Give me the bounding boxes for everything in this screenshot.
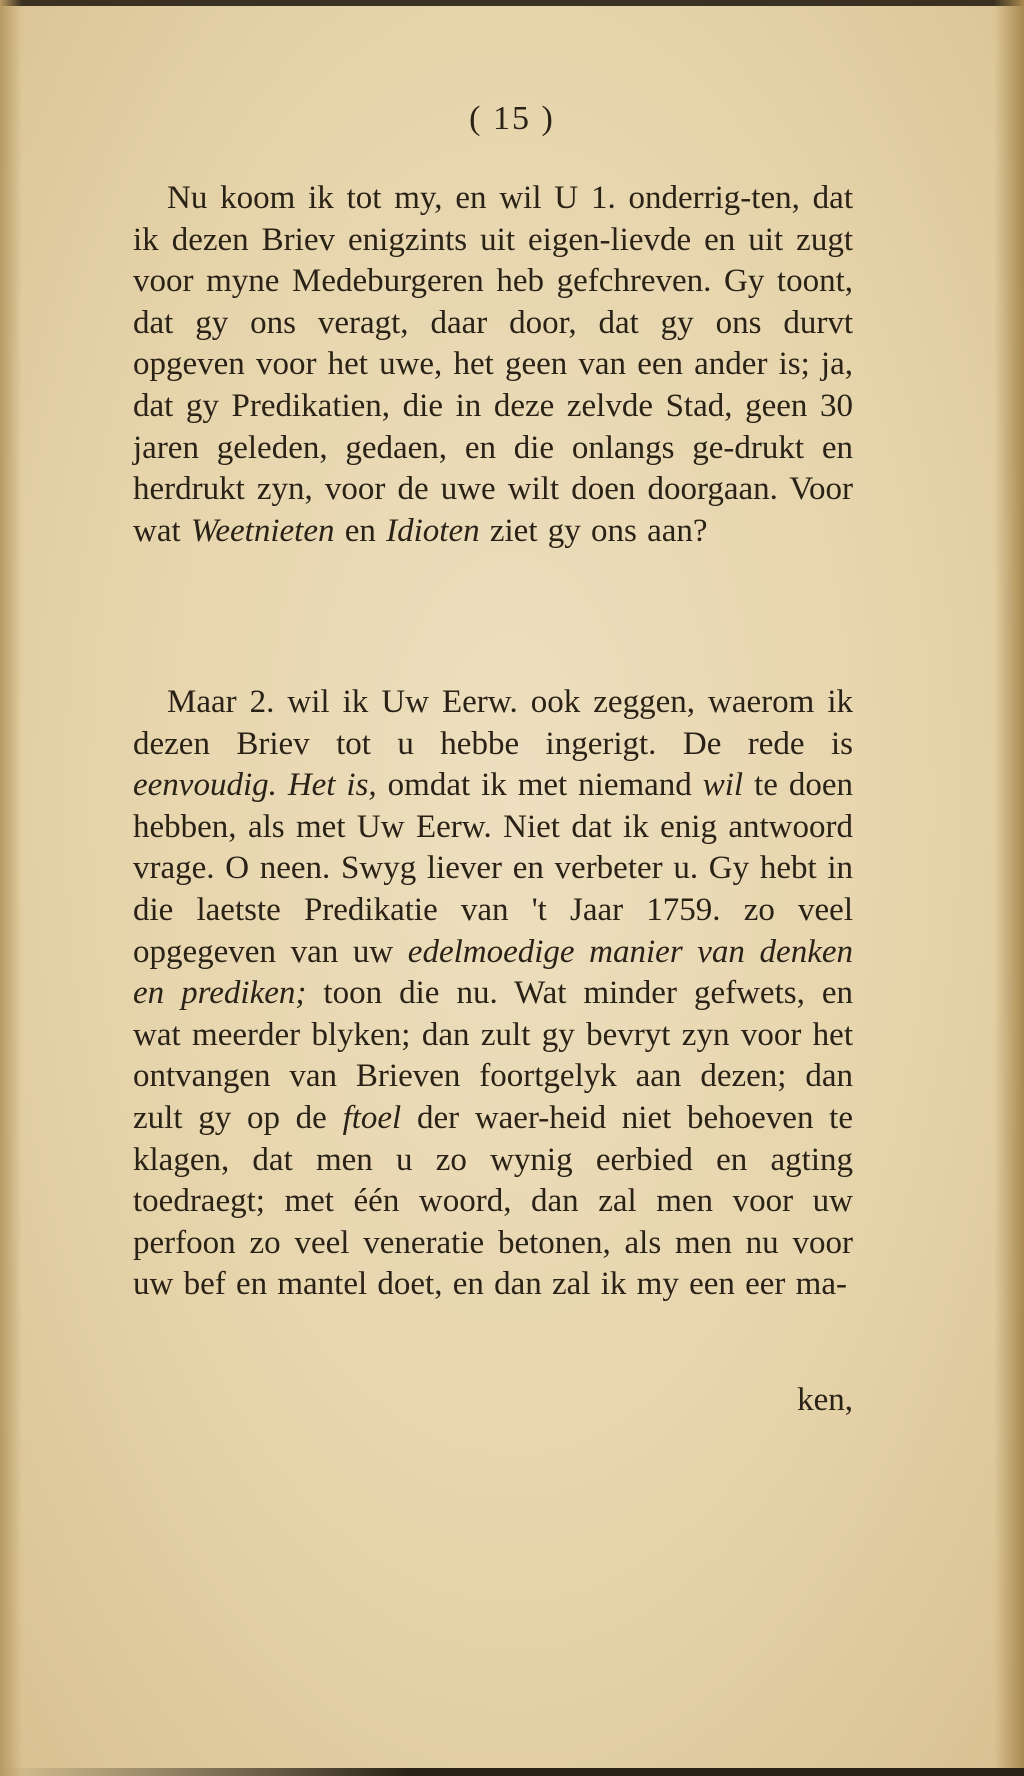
paragraph-1-run-0: Nu koom ik tot my, en wil U 1. onderrig-ten, dat ik dezen Briev enigzints uit eigen-lievde en uit zugt voor myne Medeburgeren heb gefchreven. Gy toont, dat gy ons veragt, daar door, dat gy ons durvt opgeven voor het uwe, het geen van een ander is; ja, dat gy Predikatien, die in deze zelvde Stad, geen 30 jaren geleden, gedaen, en die onlangs ge-drukt en herdrukt zyn, voor de uwe wilt doen doorgaan. Voor wat <box>133 180 853 549</box>
paragraph-1-run-1: Weetnieten <box>190 512 335 549</box>
paragraph-2-run-8: der waer-heid niet behoeven te klagen, dat men u zo wynig eerbied en agting toedraegt; met één woord, dan zal men voor uw perfoon zo veel veneratie betonen, als men nu voor uw bef en mantel doet, en dan zal ik my een eer ma- <box>133 1099 853 1303</box>
paragraph-2-block <box>133 682 853 1306</box>
paragraph-2-run-1: eenvoudig. Het is, <box>133 767 377 804</box>
paragraph-2-run-2: omdat ik met niemand <box>376 767 703 804</box>
page-bottom-edge <box>0 1768 1024 1776</box>
page-right-shadow <box>994 0 1024 1776</box>
paragraph-2-run-4: te doen hebben, als met Uw Eerw. Niet dat ik enig antwoord vrage. O neen. Swyg liever en verbeter u. Gy hebt in die laetste Predikatie van 't Jaar 1759. zo veel opgegeven van uw <box>133 767 853 970</box>
paragraph-2-run-5: edelmoedige manier van denken en prediken; <box>133 933 853 1012</box>
paragraph-1 <box>133 178 853 552</box>
paragraph-1-run-2: en <box>334 512 387 549</box>
catchword: ken, <box>797 1382 853 1418</box>
paragraph-2-run-0: Maar 2. wil ik Uw Eerw. ook zeggen, waerom ik dezen Briev tot u hebbe ingerigt. De rede is <box>133 684 853 762</box>
page-top-edge <box>0 0 1024 6</box>
page-left-shadow <box>0 0 22 1776</box>
paragraph-1-block <box>133 178 853 552</box>
paragraph-2 <box>133 682 853 1306</box>
paragraph-2-run-7: ftoel <box>342 1099 402 1136</box>
page-number: ( 15 ) <box>469 100 555 137</box>
paragraph-1-run-4: ziet gy ons aan? <box>479 512 708 549</box>
paragraph-2-run-3: wil <box>702 767 744 804</box>
paragraph-1-run-3: Idioten <box>386 512 480 549</box>
paragraph-2-run-6: toon die nu. Wat minder gefwets, en wat meerder blyken; dan zult gy bevryt zyn voor het ontvangen van Brieven foortgelyk aan dezen; dan zult gy op de <box>133 975 853 1136</box>
